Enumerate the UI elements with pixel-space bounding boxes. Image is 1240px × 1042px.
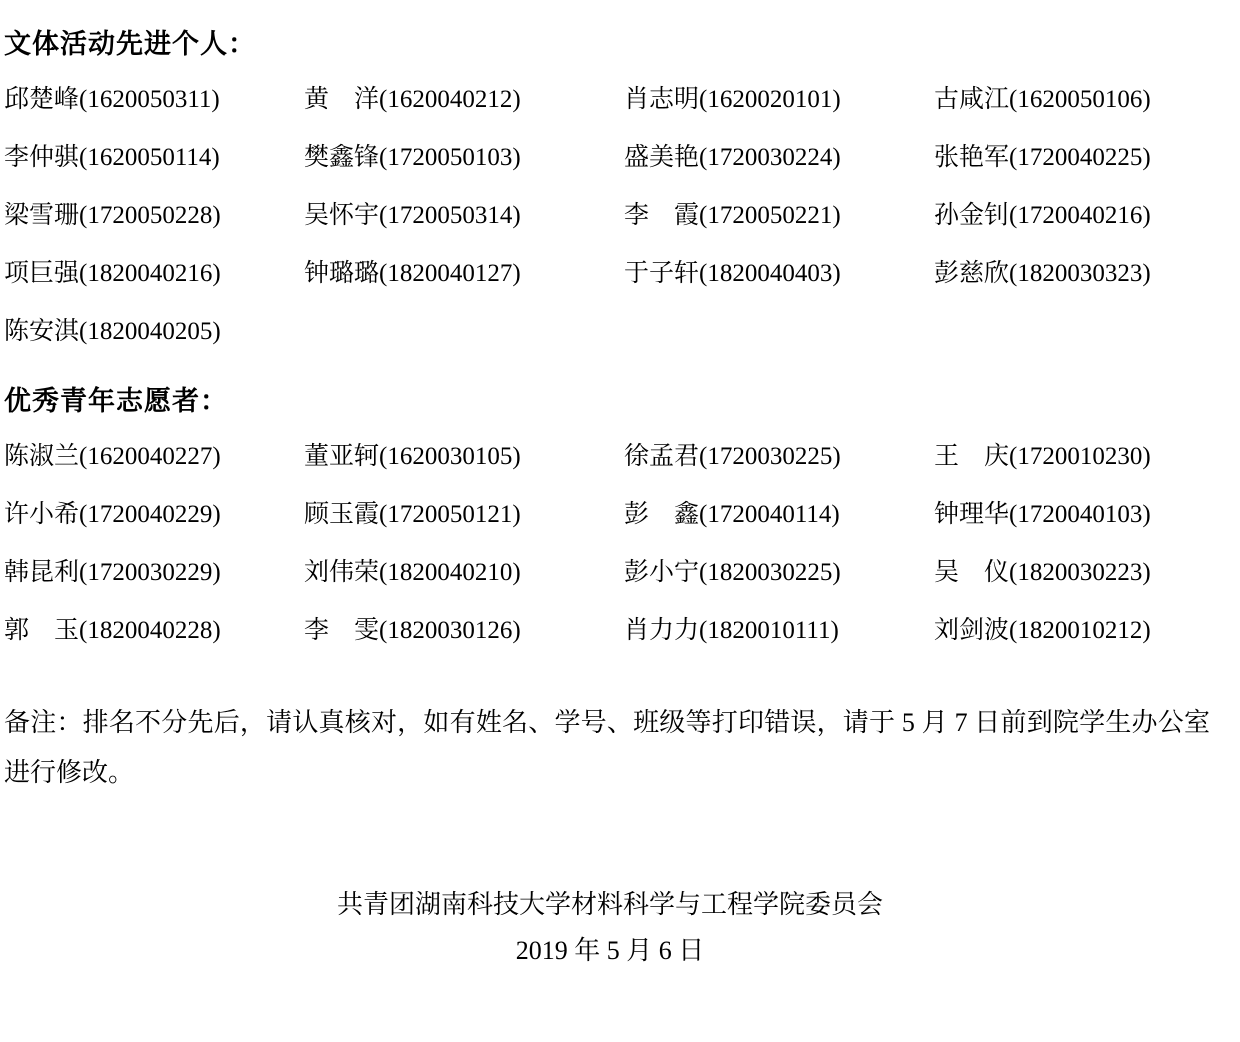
name-cell: 陈安淇(1820040205) xyxy=(0,303,304,361)
student-id: 1620020101 xyxy=(707,86,833,113)
name-cell: 吴怀宇(1720050314) xyxy=(304,187,624,245)
student-id: 1820030223 xyxy=(1017,559,1143,586)
student-name: 王 庆 xyxy=(934,443,1010,470)
remark-text: 备注：排名不分先后，请认真核对，如有姓名、学号、班级等打印错误，请于 5 月 7 日前到院学生办公室进行修改。 xyxy=(4,708,1210,787)
name-cell: 项巨强(1820040216) xyxy=(0,245,304,303)
name-cell-empty xyxy=(624,303,934,361)
name-cell: 韩昆利(1720030229) xyxy=(0,544,304,602)
student-id: 1720050221 xyxy=(707,202,833,229)
student-name: 盛美艳 xyxy=(624,144,700,171)
name-cell: 钟璐璐(1820040127) xyxy=(304,245,624,303)
student-name: 黄 洋 xyxy=(304,86,380,113)
table-row xyxy=(0,602,1232,660)
section-title-cultural-sports: 文体活动先进个人： xyxy=(4,29,256,59)
name-cell-empty xyxy=(304,303,624,361)
student-id: 1820040205 xyxy=(87,318,213,345)
student-name: 彭 鑫 xyxy=(624,501,700,528)
student-name: 李 雯 xyxy=(304,617,380,644)
name-cell: 张艳军(1720040225) xyxy=(934,129,1232,187)
student-name: 肖志明 xyxy=(624,86,700,113)
student-name: 刘伟荣 xyxy=(304,559,380,586)
student-name: 吴 仪 xyxy=(934,559,1010,586)
student-name: 李仲骐 xyxy=(4,144,80,171)
name-cell: 李 雯(1820030126) xyxy=(304,602,624,660)
issue-date: 2019 年 5 月 6 日 xyxy=(515,936,705,965)
student-id: 1720030229 xyxy=(87,559,213,586)
name-cell: 王 庆(1720010230) xyxy=(934,428,1232,486)
table-row xyxy=(0,428,1232,486)
student-id: 1820040228 xyxy=(87,617,213,644)
student-name: 吴怀宇 xyxy=(304,202,380,229)
name-cell: 盛美艳(1720030224) xyxy=(624,129,934,187)
student-id: 1720030225 xyxy=(707,443,833,470)
student-id: 1720040114 xyxy=(707,501,832,528)
name-cell: 郭 玉(1820040228) xyxy=(0,602,304,660)
student-id: 1820030225 xyxy=(707,559,833,586)
name-cell: 董亚轲(1620030105) xyxy=(304,428,624,486)
name-cell: 于子轩(1820040403) xyxy=(624,245,934,303)
student-id: 1720050314 xyxy=(387,202,513,229)
name-cell: 钟理华(1720040103) xyxy=(934,486,1232,544)
name-cell: 刘伟荣(1820040210) xyxy=(304,544,624,602)
name-cell: 李 霞(1720050221) xyxy=(624,187,934,245)
student-id: 1620040227 xyxy=(87,443,213,470)
student-id: 1720040216 xyxy=(1017,202,1143,229)
student-name: 于子轩 xyxy=(624,260,700,287)
issuing-organization: 共青团湖南科技大学材料科学与工程学院委员会 xyxy=(336,890,883,919)
signature-block xyxy=(0,882,1240,974)
table-row xyxy=(0,129,1232,187)
name-cell: 徐孟君(1720030225) xyxy=(624,428,934,486)
student-name: 钟璐璐 xyxy=(304,260,380,287)
student-name: 刘剑波 xyxy=(934,617,1010,644)
table-row xyxy=(0,187,1232,245)
student-name: 郭 玉 xyxy=(4,617,80,644)
student-id: 1620050106 xyxy=(1017,86,1143,113)
table-row xyxy=(0,486,1232,544)
student-name: 樊鑫锋 xyxy=(304,144,380,171)
student-name: 钟理华 xyxy=(934,501,1010,528)
student-name: 彭慈欣 xyxy=(934,260,1010,287)
student-name: 徐孟君 xyxy=(624,443,700,470)
student-name: 彭小宁 xyxy=(624,559,700,586)
name-cell: 古咸江(1620050106) xyxy=(934,71,1232,129)
student-id: 1820030126 xyxy=(387,617,513,644)
student-id: 1620030105 xyxy=(387,443,513,470)
name-cell: 李仲骐(1620050114) xyxy=(0,129,304,187)
name-cell: 梁雪珊(1720050228) xyxy=(0,187,304,245)
table-row xyxy=(0,303,1232,361)
student-name: 陈淑兰 xyxy=(4,443,80,470)
name-cell: 吴 仪(1820030223) xyxy=(934,544,1232,602)
name-cell: 孙金钊(1720040216) xyxy=(934,187,1232,245)
name-cell: 樊鑫锋(1720050103) xyxy=(304,129,624,187)
student-name: 肖力力 xyxy=(624,617,700,644)
table-row xyxy=(0,245,1232,303)
table-body xyxy=(0,428,1232,660)
name-cell: 陈淑兰(1620040227) xyxy=(0,428,304,486)
name-cell: 黄 洋(1620040212) xyxy=(304,71,624,129)
name-cell: 许小希(1720040229) xyxy=(0,486,304,544)
name-table-volunteers xyxy=(0,428,1232,660)
student-id: 1720010230 xyxy=(1017,443,1143,470)
name-cell: 顾玉霞(1720050121) xyxy=(304,486,624,544)
name-cell: 彭慈欣(1820030323) xyxy=(934,245,1232,303)
table-row xyxy=(0,544,1232,602)
student-name: 董亚轲 xyxy=(304,443,380,470)
student-id: 1820010212 xyxy=(1017,617,1143,644)
student-id: 1620050311 xyxy=(87,86,212,113)
student-id: 1820030323 xyxy=(1017,260,1143,287)
student-name: 梁雪珊 xyxy=(4,202,80,229)
student-id: 1720050103 xyxy=(387,144,513,171)
student-id: 1620040212 xyxy=(387,86,513,113)
student-id: 1820040403 xyxy=(707,260,833,287)
student-id: 1720030224 xyxy=(707,144,833,171)
student-name: 李 霞 xyxy=(624,202,700,229)
section-title-volunteers: 优秀青年志愿者： xyxy=(4,386,228,416)
student-name: 古咸江 xyxy=(934,86,1010,113)
name-cell: 刘剑波(1820010212) xyxy=(934,602,1232,660)
student-id: 1720040225 xyxy=(1017,144,1143,171)
student-name: 许小希 xyxy=(4,501,80,528)
student-name: 孙金钊 xyxy=(934,202,1010,229)
student-name: 陈安淇 xyxy=(4,318,80,345)
student-id: 1720040103 xyxy=(1017,501,1143,528)
student-id: 1820040216 xyxy=(87,260,213,287)
student-name: 张艳军 xyxy=(934,144,1010,171)
student-name: 项巨强 xyxy=(4,260,80,287)
table-body xyxy=(0,71,1232,361)
student-name: 邱楚峰 xyxy=(4,86,80,113)
name-cell: 彭 鑫(1720040114) xyxy=(624,486,934,544)
student-id: 1820040210 xyxy=(387,559,513,586)
name-cell-empty xyxy=(934,303,1232,361)
student-id: 1720050228 xyxy=(87,202,213,229)
name-cell: 彭小宁(1820030225) xyxy=(624,544,934,602)
student-id: 1720050121 xyxy=(387,501,513,528)
student-id: 1620050114 xyxy=(87,144,212,171)
name-cell: 肖力力(1820010111) xyxy=(624,602,934,660)
student-id: 1720040229 xyxy=(87,501,213,528)
student-id: 1820040127 xyxy=(387,260,513,287)
name-cell: 邱楚峰(1620050311) xyxy=(0,71,304,129)
table-row xyxy=(0,71,1232,129)
name-table-cultural-sports xyxy=(0,71,1232,361)
student-name: 顾玉霞 xyxy=(304,501,380,528)
student-name: 韩昆利 xyxy=(4,559,80,586)
name-cell: 肖志明(1620020101) xyxy=(624,71,934,129)
student-id: 1820010111 xyxy=(707,617,831,644)
